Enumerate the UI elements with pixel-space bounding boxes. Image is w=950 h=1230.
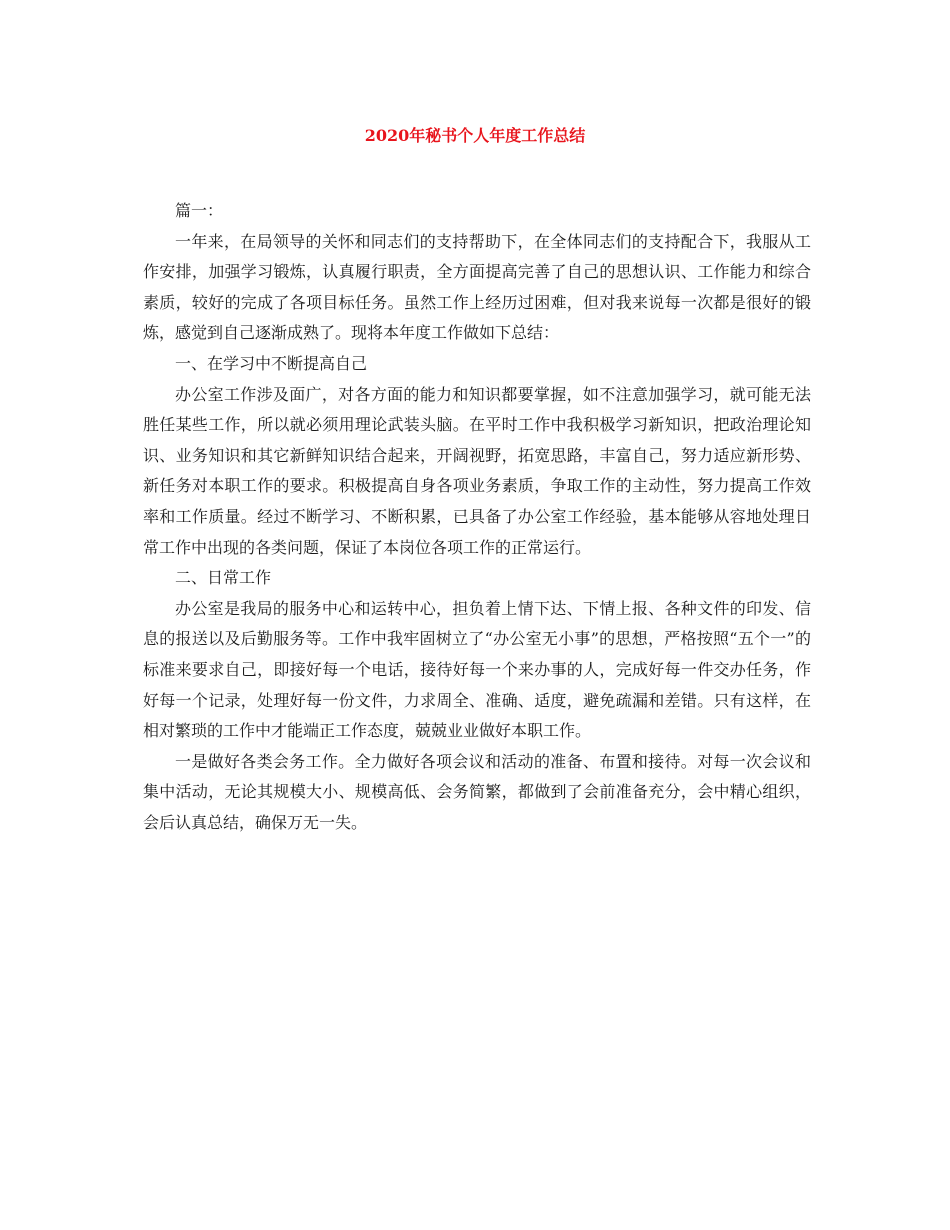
document-title: 2020年秘书个人年度工作总结 (364, 126, 586, 145)
heading-daily-work: 二、日常工作 (175, 568, 272, 588)
document-body (143, 196, 811, 838)
heading-study: 一、在学习中不断提高自己 (175, 353, 368, 373)
paragraph-intro: 一年来，在局领导的关怀和同志们的支持帮助下，在全体同志们的支持配合下，我服从工作安排，加强学习锻炼，认真履行职责，全方面提高完善了自己的思想认识、工作能力和综合素质，较好的完成了各项目标任务。虽然工作上经历过困难，但对我来说每一次都是很好的锻炼，感觉到自己逐渐成熟了。现将本年度工作做如下总结： (143, 231, 811, 343)
paragraph-section-label: 篇一： (175, 201, 224, 220)
paragraph-study: 办公室工作涉及面广，对各方面的能力和知识都要掌握，如不注意加强学习，就可能无法胜任某些工作，所以就必须用理论武装头脑。在平时工作中我积极学习新知识，把政治理论知识、业务知识和其它新鲜知识结合起来，开阔视野，拓宽思路，丰富自己，努力适应新形势、新任务对本职工作的要求。积极提高自身各项业务素质，争取工作的主动性，努力提高工作效率和工作质量。经过不断学习、不断积累，已具备了办公室工作经验，基本能够从容地处理日常工作中出现的各类问题，保证了本岗位各项工作的正常运行。 (143, 384, 811, 557)
paragraph-meetings: 一是做好各类会务工作。全力做好各项会议和活动的准备、布置和接待。对每一次会议和集中活动，无论其规模大小、规模高低、会务简繁，都做到了会前准备充分，会中精心组织，会后认真总结，确保万无一失。 (143, 751, 811, 832)
paragraph-daily-work: 办公室是我局的服务中心和运转中心，担负着上情下达、下情上报、各种文件的印发、信息的报送以及后勤服务等。工作中我牢固树立了“办公室无小事”的思想，严格按照“五个一”的标准来要求自己，即接好每一个电话，接待好每一个来办事的人，完成好每一件交办任务，作好每一个记录，处理好每一份文件，力求周全、准确、适度，避免疏漏和差错。只有这样，在相对繁琐的工作中才能端正工作态度，兢兢业业做好本职工作。 (143, 598, 811, 741)
